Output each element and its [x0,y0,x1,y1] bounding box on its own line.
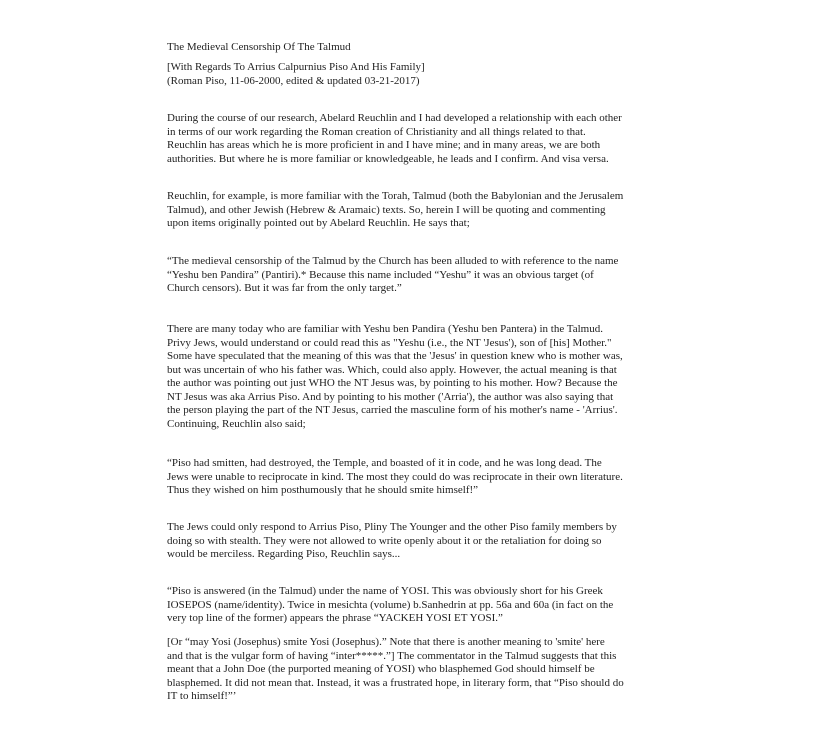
paragraph-3: There are many today who are familiar with Yeshu ben Pandira (Yeshu ben Pantera) in the Talmud. Privy Jews, would understand or could read this as "Yeshu (i.e., the NT 'Jesus'), son of [his] Mother." Some have speculated that the meaning of this was that the 'Jesus' in question knew who is mother was, but was uncertain of who his father was. Which, could also apply. However, the actual meaning is that the author was pointing out just WHO the NT Jesus was, by pointing to his mother. How? Because the NT Jesus was aka Arrius Piso. And by pointing to his mother ('Arria'), the author was also saying that the person playing the part of the NT Jesus, carried the masculine form of his mother's name - 'Arrius'. Continuing, Reuchlin also said; [167,323,623,430]
paragraph-2: Reuchlin, for example, is more familiar with the Torah, Talmud (both the Babylonian and the Jerusalem Talmud), and other Jewish (Hebrew & Aramaic) texts. So, herein I will be quoting and commenting upon items originally pointed out by Abelard Reuchlin. He says that; [167,190,624,229]
document-subtitle: [With Regards To Arrius Calpurnius Piso And His Family] (Roman Piso, 11-06-2000, edited & updated 03-21-2017) [167,61,425,87]
quote-3-continuation: [Or “may Yosi (Josephus) smite Yosi (Josephus).” Note that there is another meaning to 'smite' here and that is the vulgar form of having “inter*****.”] The commentator in the Talmud suggests that this meant that a John Doe (the purported meaning of YOSI) who blasphemed God should himself be blasphemed. It did not mean that. Instead, it was a frustrated hope, in literary form, that “Piso should do IT to himself!”’ [167,636,624,702]
paragraph-4: The Jews could only respond to Arrius Piso, Pliny The Younger and the other Piso family members by doing so with stealth. They were not allowed to write openly about it or the retaliation for doing so would be merciless. Regarding Piso, Reuchlin says... [167,521,617,560]
quote-1: “The medieval censorship of the Talmud by the Church has been alluded to with reference to the name “Yeshu ben Pandira” (Pantiri).* Because this name included “Yeshu” it was an obvious target (of Church censors). But it was far from the only target.” [167,255,619,294]
document-title: The Medieval Censorship Of The Talmud [167,41,351,53]
quote-3: “Piso is answered (in the Talmud) under the name of YOSI. This was obviously short for his Greek IOSEPOS (name/identity). Twice in mesichta (volume) b.Sanhedrin at pp. 56a and 60a (in fact on the very top line of the former) appears the phrase “YACKEH YOSI ET YOSI.” [167,585,614,624]
quote-2: “Piso had smitten, had destroyed, the Temple, and boasted of it in code, and he was long dead. The Jews were unable to reciprocate in kind. The most they could do was reciprocate in their own literature. Thus they wished on him posthumously that he should smite himself!” [167,457,623,496]
paragraph-1: During the course of our research, Abelard Reuchlin and I had developed a relationship with each other in terms of our work regarding the Roman creation of Christianity and all things related to that. Reuchlin has areas which he is more proficient in and I have mine; and in many areas, we are both authorities. But where he is more familiar or knowledgeable, he leads and I confirm. And visa versa. [167,112,622,165]
